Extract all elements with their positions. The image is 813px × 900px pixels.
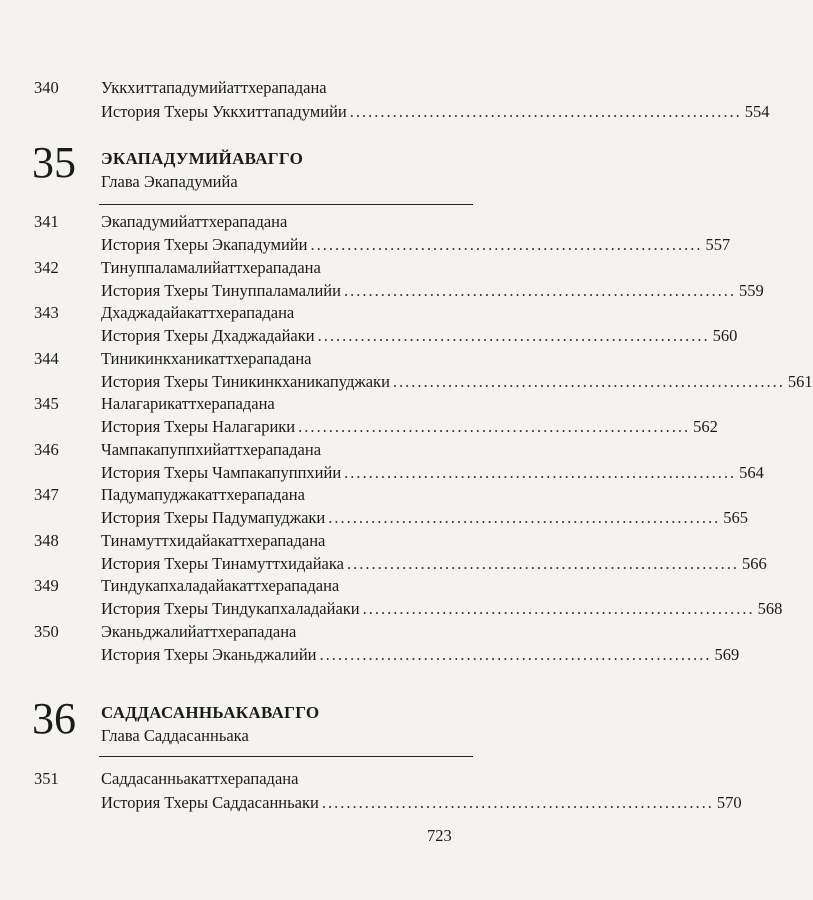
entry-page: 559: [738, 281, 764, 300]
entry-number: 340: [34, 78, 59, 97]
entry-number: 344: [34, 349, 59, 368]
entry-story-title: История Тхеры Тиндукапхаладайаки: [101, 599, 360, 618]
entry-page: 561: [787, 372, 813, 391]
leader-dots: ................................................................: [343, 281, 736, 300]
entry-pali-title: Дхаджадайакаттхерападана: [101, 303, 295, 322]
leader-dots: ................................................................: [346, 554, 739, 573]
entry-page: 566: [741, 554, 767, 573]
chapter-subtitle: Глава Экападумийа: [101, 172, 238, 191]
entry-story-title: История Тхеры Уккхиттападумийи: [101, 102, 347, 121]
entry-number: 343: [34, 303, 59, 322]
entry-pali-title: Тинамуттхидайакаттхерападана: [101, 531, 326, 550]
entry-page: 565: [723, 508, 749, 527]
entry-story-line: [101, 417, 718, 437]
chapter-title: САДДАСАННЬАКАВАГГО: [101, 703, 320, 722]
entry-story-title: История Тхеры Экападумийи: [101, 235, 308, 254]
entry-pali-title: Эканьджалийаттхерападана: [101, 622, 297, 641]
entry-pali-title: Тиникинкханикаттхерападана: [101, 349, 312, 368]
entry-number: 349: [34, 576, 59, 595]
chapter-title: ЭКАПАДУМИЙАВАГГО: [101, 149, 304, 168]
entry-page: 570: [716, 793, 742, 812]
entry-story-line: [101, 235, 731, 255]
leader-dots: ................................................................: [310, 235, 703, 254]
entry-number: 350: [34, 622, 59, 641]
leader-dots: ................................................................: [344, 463, 737, 482]
entry-page: 569: [714, 645, 740, 664]
chapter-subtitle: Глава Саддасанньака: [101, 726, 249, 745]
entry-pali-title: Экападумийаттхерападана: [101, 212, 288, 231]
entry-story-title: История Тхеры Дхаджадайаки: [101, 326, 315, 345]
entry-story-line: [101, 554, 767, 574]
entry-number: 342: [34, 258, 59, 277]
leader-dots: ................................................................: [317, 326, 710, 345]
entry-story-title: История Тхеры Эканьджалийи: [101, 645, 317, 664]
entry-page: 568: [757, 599, 783, 618]
entry-story-title: История Тхеры Чампакапуппхийи: [101, 463, 342, 482]
entry-story-title: История Тхеры Тинамуттхидайака: [101, 554, 344, 573]
entry-number: 346: [34, 440, 59, 459]
entry-story-title: История Тхеры Падумапуджаки: [101, 508, 326, 527]
chapter-divider: [99, 204, 473, 205]
entry-page: 554: [744, 102, 770, 121]
entry-story-title: История Тхеры Тинуппаламалийи: [101, 281, 341, 300]
entry-pali-title: Налагарикаттхерападана: [101, 394, 275, 413]
leader-dots: ................................................................: [328, 508, 721, 527]
entry-page: 557: [705, 235, 731, 254]
entry-story-line: [101, 281, 764, 301]
chapter-number: 35: [32, 138, 76, 187]
entry-number: 347: [34, 485, 59, 504]
entry-story-line: [101, 508, 749, 528]
entry-story-line: [101, 372, 813, 392]
entry-page: 560: [712, 326, 738, 345]
entry-pali-title: Саддасанньакаттхерападана: [101, 769, 299, 788]
chapter-number: 36: [32, 694, 76, 743]
entry-story-title: История Тхеры Тиникинкханикапуджаки: [101, 372, 390, 391]
entry-story-line: [101, 463, 764, 483]
entry-pali-title: Тиндукапхаладайакаттхерападана: [101, 576, 340, 595]
leader-dots: ................................................................: [321, 793, 714, 812]
entry-story-title: История Тхеры Налагарики: [101, 417, 296, 436]
entry-pali-title: Уккхиттападумийаттхерападана: [101, 78, 327, 97]
entry-story-title: История Тхеры Саддасанньаки: [101, 793, 319, 812]
leader-dots: ................................................................: [319, 645, 712, 664]
entry-number: 341: [34, 212, 59, 231]
entry-number: 345: [34, 394, 59, 413]
entry-story-line: [101, 793, 742, 813]
entry-pali-title: Чампакапуппхийаттхерападана: [101, 440, 322, 459]
entry-page: 564: [739, 463, 764, 482]
chapter-divider: [99, 756, 473, 757]
leader-dots: ................................................................: [298, 417, 691, 436]
entry-pali-title: Падумапуджакаттхерападана: [101, 485, 305, 504]
entry-story-line: [101, 326, 738, 346]
leader-dots: ................................................................: [392, 372, 785, 391]
page-number: 723: [427, 826, 452, 845]
entry-pali-title: Тинуппаламалийаттхерападана: [101, 258, 321, 277]
entry-number: 348: [34, 531, 59, 550]
entry-story-line: [101, 102, 770, 122]
entry-story-line: [101, 645, 740, 665]
entry-number: 351: [34, 769, 59, 788]
leader-dots: ................................................................: [362, 599, 755, 618]
entry-page: 562: [693, 417, 718, 436]
leader-dots: ................................................................: [349, 102, 742, 121]
entry-story-line: [101, 599, 783, 619]
